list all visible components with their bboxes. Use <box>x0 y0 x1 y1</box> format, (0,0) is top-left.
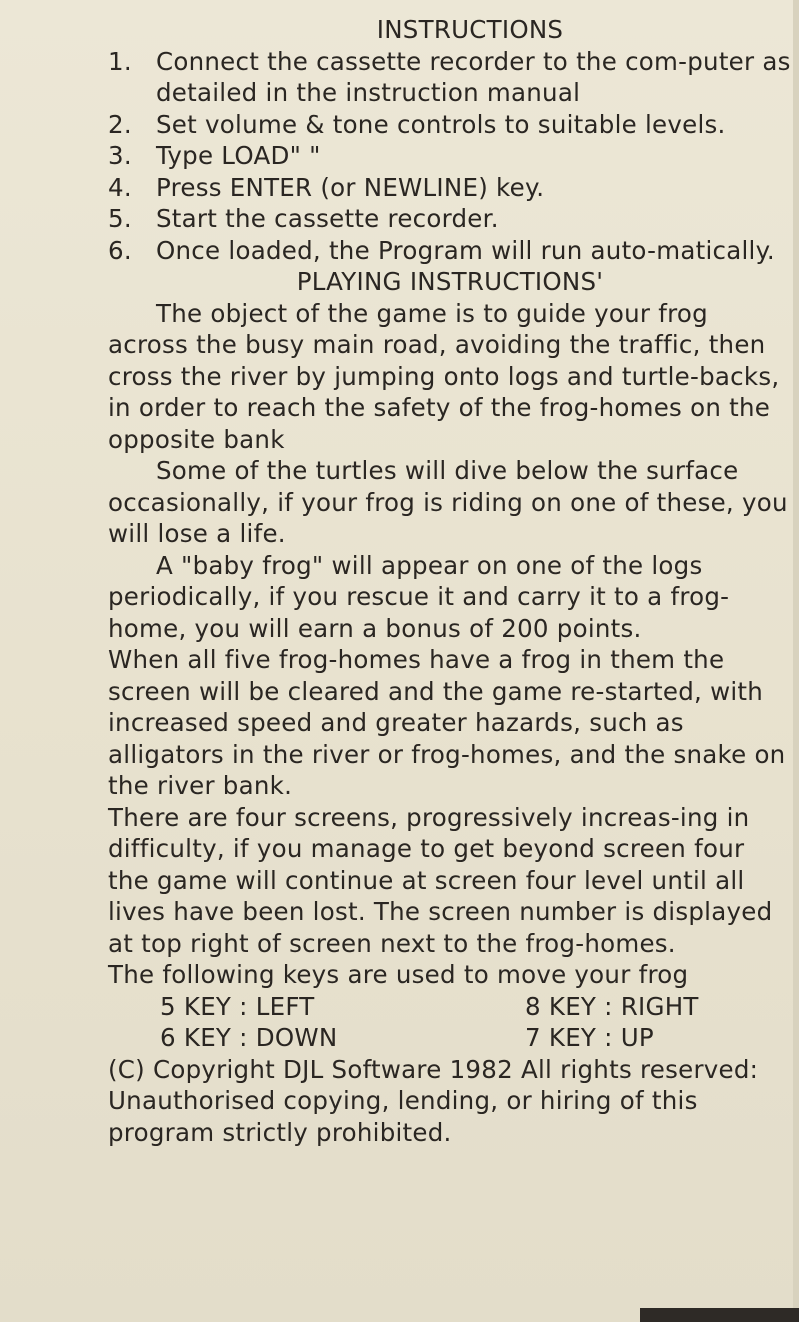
baby-frog-paragraph: A "baby frog" will appear on one of the logs periodically, if you rescue it and carry it to a frog-home, you will earn a bonus of 200 points. <box>108 550 730 643</box>
list-item <box>108 46 792 109</box>
playing-instructions-heading: PLAYING INSTRUCTIONS' <box>296 267 604 296</box>
page-bottom-shadow <box>640 1308 799 1322</box>
key-left-label: 5 KEY : LEFT <box>160 991 315 1021</box>
step-number: 4. <box>108 172 132 202</box>
instructions-heading: INSTRUCTIONS <box>376 15 564 44</box>
key-right-label: 8 KEY : RIGHT <box>525 991 699 1021</box>
step-number: 5. <box>108 204 132 233</box>
step-text: Connect the cassette recorder to the com-puter as detailed in the instruction manual <box>156 46 791 107</box>
step-number: 6. <box>108 235 132 265</box>
step-text: Press ENTER (or NEWLINE) key. <box>156 172 545 202</box>
objective-paragraph: The object of the game is to guide your frog across the busy main road, avoiding the traffic, then cross the river by jumping onto logs and turtle-backs, in order to reach the safety of the frog-homes on the opposite bank <box>108 298 780 454</box>
list-item <box>108 172 792 204</box>
page-edge <box>793 0 799 1322</box>
loading-steps-list <box>108 46 792 267</box>
step-text: Set volume & tone controls to suitable levels. <box>156 109 726 139</box>
turtles-paragraph: Some of the turtles will dive below the surface occasionally, if your frog is riding on one of these, you will lose a life. <box>108 456 788 548</box>
list-item <box>108 203 792 235</box>
step-text: Once loaded, the Program will run auto-matically. <box>156 235 775 265</box>
step-number: 2. <box>108 109 132 139</box>
instructions-content <box>108 14 792 1148</box>
keys-intro: The following keys are used to move your frog <box>108 960 689 989</box>
key-down-label: 6 KEY : DOWN <box>160 1023 338 1052</box>
step-number: 1. <box>108 46 132 76</box>
step-text: Start the cassette recorder. <box>156 204 499 233</box>
step-text: Type LOAD" " <box>156 141 321 170</box>
list-item <box>108 235 792 267</box>
key-controls <box>108 991 792 1054</box>
screens-paragraph: There are four screens, progressively increas-ing in difficulty, if you manage to get beyond screen four the game will continue at screen four level until all lives have been lost. The screen number is displayed at top right of screen next to the frog-homes. <box>108 802 773 958</box>
frog-homes-paragraph: When all five frog-homes have a frog in them the screen will be cleared and the game re-started, with increased speed and greater hazards, such as alligators in the river or frog-homes, and the snake on the river bank. <box>108 645 786 800</box>
copyright-notice: (C) Copyright DJL Software 1982 All rights reserved: Unauthorised copying, lending, or hiring of this program strictly prohibited. <box>108 1054 759 1147</box>
key-up-label: 7 KEY : UP <box>525 1023 654 1052</box>
step-number: 3. <box>108 141 132 170</box>
list-item <box>108 140 792 172</box>
list-item <box>108 109 792 141</box>
